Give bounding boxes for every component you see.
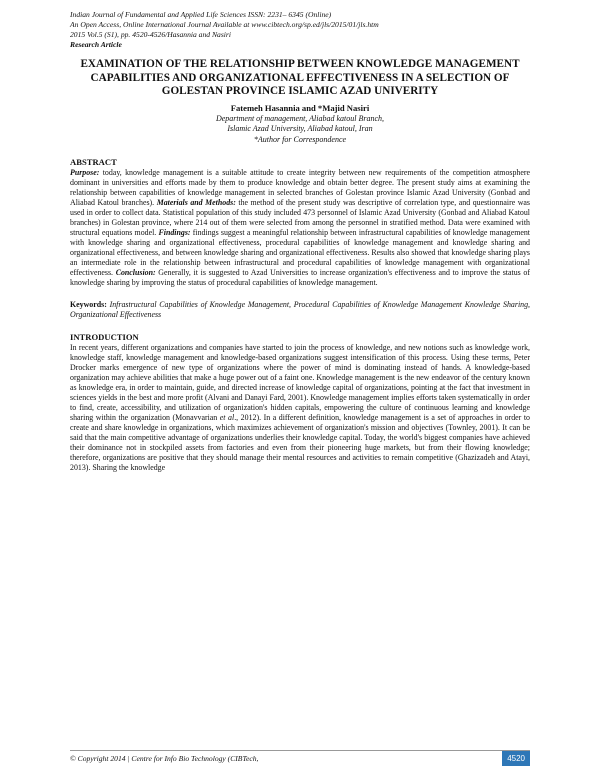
article-type: Research Article <box>70 40 122 49</box>
page-number-badge: 4520 <box>502 751 530 766</box>
keywords-text: Infrastructural Capabilities of Knowledge Management, Procedural Capabilities of Knowledge Management Knowledge Sharing, Organizational Effectiveness <box>70 300 530 319</box>
introduction-heading: INTRODUCTION <box>70 332 139 342</box>
authors: Fatemeh Hasannia and *Majid Nasiri <box>230 102 370 113</box>
access-line: An Open Access, Online International Journal Available at www.cibtech.org/sp.ed/jls/2015/01/jls.htm <box>70 20 379 29</box>
abstract-body <box>70 168 530 288</box>
paper-title: EXAMINATION OF THE RELATIONSHIP BETWEEN KNOWLEDGE MANAGEMENT CAPABILITIES AND ORGANIZATIONAL EFFECTIVENESS IN A SELECTION OF GOLESTAN PROVINCE ISLAMIC AZAD UNIVERITY <box>80 58 520 98</box>
conclusion-text: Generally, it is suggested to Azad Universities to increase organization's effectiveness and to improve the status of knowledge sharing by improving the status of procedural capabilities of knowledge management. <box>70 268 530 287</box>
page-footer <box>70 750 530 767</box>
conclusion-label: Conclusion: <box>115 268 156 277</box>
intro-etal: et al <box>219 413 235 422</box>
purpose-label: Purpose: <box>70 168 100 177</box>
affiliation-line-1: Department of management, Aliabad katoul Branch, <box>215 113 385 123</box>
volume-line: 2015 Vol.5 (S1), pp. 4520-4526/Hasannia and Nasiri <box>70 30 231 39</box>
copyright: © Copyright 2014 | Centre for Info Bio Technology (CIBTech, <box>70 754 259 763</box>
abstract-heading: ABSTRACT <box>70 157 117 167</box>
introduction-body <box>70 343 530 473</box>
methods-label: Materials and Methods: <box>156 198 236 207</box>
keywords-label: Keywords: <box>70 300 107 309</box>
correspondence-note: *Author for Correspondence <box>253 134 347 144</box>
affiliation-line-2: Islamic Azad University, Aliabad katoul, Iran <box>227 124 373 134</box>
methods-text: the method of the present study was descriptive of correlation type, and questionnaire was used in order to collect data. Statistical population of this study included 473 personnel of Islamic Azad University (Gonbad and Aliabad Katoul branches) in Golestan province, where 214 out of them were selected from among the personnel in stratified method. Data were examined with structural equations model. <box>70 198 531 237</box>
findings-label: Findings: <box>158 228 191 237</box>
intro-text-1: In recent years, different organizations and companies have started to join the process of knowledge, and new notions such as knowledge work, knowledge staff, knowledge management and knowledge-based organizations suggest intensification of this process. Using these terms, Peter Drocker marks emergence of new type of organizations where the power of mind is dominating instead of hands. A knowledge-based organization may achieve abilities that make a huge power out of a faint one. Knowledge management is the new endeavor of the century known as knowledge era, in order to maintain, guide, and directed increase of knowledge capital of organizations, pointing at the fact that investment in sciences yields in the best and more profit (Alvani and Danayi Fard, 2001). Knowledge management implies efforts taken systematically in order to find, create, accessibility, and utilization of organization's hidden capitals, empowering the culture of continuous learning and knowledge sharing within the organization (Monavvarian <box>70 343 530 422</box>
keywords <box>70 300 530 320</box>
findings-text: findings suggest a meaningful relationship between infrastructural capabilities of knowledge management with knowledge sharing and organizational effectiveness, procedural capabilities of knowledge management and knowledge sharing and organizational effectiveness, and between knowledge sharing and organizational effectiveness. Results also showed that knowledge sharing plays an intermediate role in the relationship between infrastructural and procedural capabilities of knowledge management with organizational effectiveness. <box>70 228 530 277</box>
intro-text-2: ., 2012). In a different definition, knowledge management is a set of approaches in order to create and share knowledge in organizations, which maximizes achievement of organization's mission and objectives (Townley, 2001). It can be said that the main competitive advantage of organizations underlies their knowledge capital. Today, the world's biggest companies have achieved their dominance not in stockpiled assets from factories and even from their pioneering huge markets, but from their flowing knowledge; therefore, organizations are positive that they should manage their mental resources and activities to remain competitive (Ghazizadeh and Atayi, 2013). Sharing the knowledge <box>70 413 530 472</box>
purpose-text: today, knowledge management is a suitable attitude to create integrity between new requirements of the competition atmosphere dominant in universities and efforts made by them to produce knowledge and obtain better degree. The present study aims at examining the relationship between capabilities of knowledge management in selected branches of Golestan province Islamic Azad University (Gonbad and Aliabad Katoul branches). <box>70 168 530 207</box>
journal-line: Indian Journal of Fundamental and Applied Life Sciences ISSN: 2231– 6345 (Online) <box>70 10 332 19</box>
